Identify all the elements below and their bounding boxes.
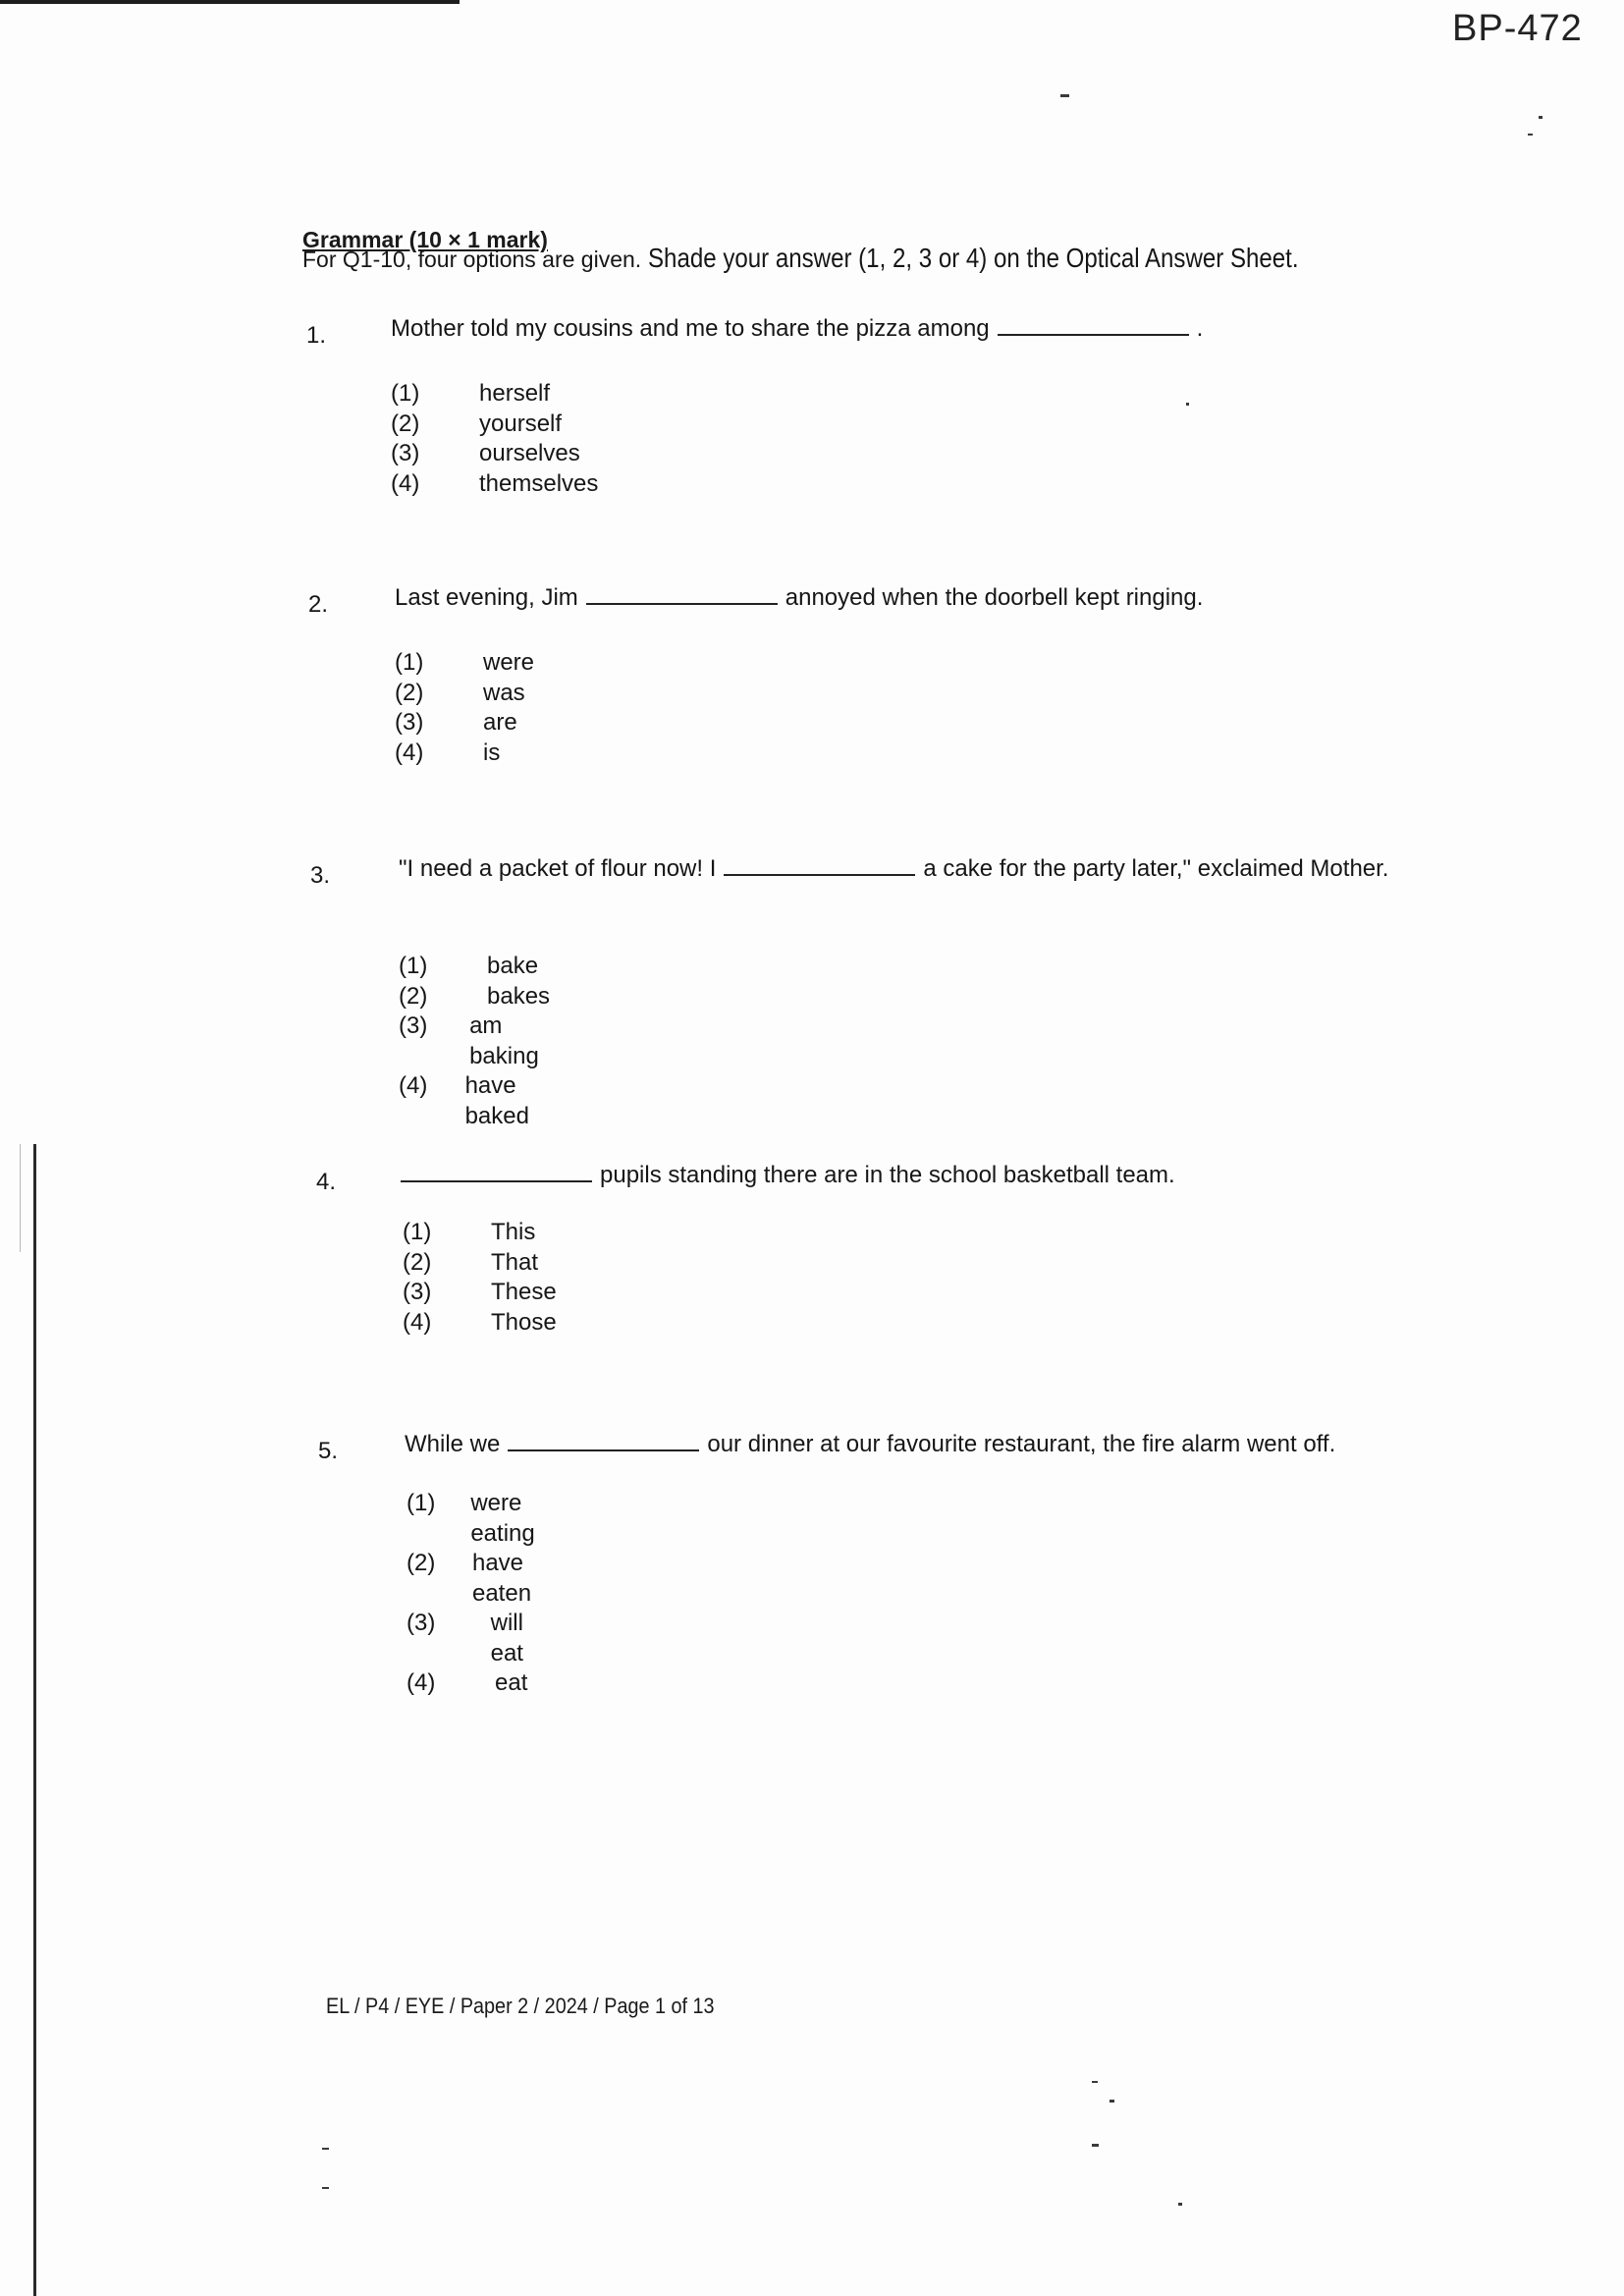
question-stem: [401, 1159, 1175, 1192]
option-text: eat: [495, 1669, 528, 1696]
answer-blank: [998, 314, 1189, 336]
option-text: are: [483, 709, 517, 736]
left-margin-faint-line: [20, 1144, 21, 1252]
option-text: ourselves: [479, 440, 580, 466]
option-number: (4): [403, 1308, 432, 1336]
option-number: (1): [395, 649, 424, 676]
option-2: [395, 679, 534, 709]
option-number: (2): [399, 982, 428, 1010]
option-number: (2): [403, 1248, 432, 1276]
option-number: (4): [399, 1072, 428, 1099]
option-number: (3): [395, 709, 424, 736]
option-3: [399, 1011, 557, 1071]
option-4: [399, 1071, 557, 1131]
option-list: [403, 1218, 557, 1338]
option-number: (2): [395, 679, 424, 706]
option-text: is: [483, 738, 501, 766]
option-2: [406, 1549, 559, 1609]
option-3: [406, 1609, 559, 1668]
option-text: That: [491, 1248, 539, 1276]
paper-code: BP-472: [1452, 8, 1583, 49]
option-4: [403, 1308, 557, 1339]
scan-speck: [322, 2187, 329, 2189]
option-2: [391, 410, 598, 440]
option-2: [403, 1248, 557, 1279]
option-text: Those: [491, 1308, 557, 1336]
option-number: (2): [391, 410, 420, 437]
scan-speck: [1528, 134, 1533, 136]
scan-speck: [1178, 2203, 1182, 2206]
option-text: were eating: [470, 1490, 535, 1547]
scan-speck: [1092, 2144, 1099, 2147]
option-number: (4): [391, 469, 420, 497]
option-number: (3): [399, 1012, 428, 1039]
question-number: 1.: [306, 322, 327, 349]
option-text: These: [491, 1279, 557, 1305]
option-text: have baked: [464, 1072, 529, 1129]
option-number: (1): [391, 380, 420, 407]
question-stem: [391, 312, 1203, 346]
option-number: (3): [403, 1279, 432, 1305]
scan-speck: [1186, 403, 1189, 406]
question-number: 2.: [308, 591, 329, 618]
option-text: herself: [479, 380, 551, 407]
section-instruction: [302, 244, 1432, 274]
page-footer-reference: EL / P4 / EYE / Paper 2 / 2024 / Page 1 of 13: [326, 1994, 715, 2018]
question-stem: [405, 1428, 1335, 1461]
stem-before-blank: Mother told my cousins and me to share the pizza among: [391, 315, 990, 342]
question-stem: [399, 852, 1439, 886]
option-number: (2): [406, 1550, 436, 1576]
option-text: will eat: [490, 1610, 523, 1667]
stem-after-blank: annoyed when the doorbell kept ringing.: [785, 584, 1204, 611]
question-number: 3.: [310, 862, 331, 889]
option-3: [403, 1278, 557, 1308]
option-text: bake: [487, 953, 539, 979]
option-1: [406, 1489, 559, 1549]
option-text: have eaten: [471, 1550, 532, 1607]
stem-before-blank: Last evening, Jim: [395, 584, 578, 611]
option-number: (3): [391, 440, 420, 466]
option-1: [399, 952, 557, 982]
scan-speck: [1539, 116, 1543, 119]
option-list: [395, 648, 534, 768]
answer-blank: [508, 1430, 699, 1451]
stem-after-blank: our dinner at our favourite restaurant, the fire alarm went off.: [707, 1431, 1336, 1457]
stem-before-blank: "I need a packet of flour now! I: [399, 855, 717, 882]
section-title: Grammar (10 × 1 mark): [302, 227, 548, 252]
option-list: [406, 1489, 559, 1699]
stem-after-blank: a cake for the party later," exclaimed Mother.: [923, 855, 1389, 882]
option-4: [391, 469, 598, 500]
option-text: was: [483, 679, 525, 706]
option-3: [395, 708, 534, 738]
option-1: [395, 648, 534, 679]
option-list: [391, 379, 598, 499]
option-number: (4): [406, 1669, 436, 1696]
scan-speck: [1110, 2100, 1114, 2103]
option-number: (3): [406, 1610, 436, 1636]
option-1: [403, 1218, 557, 1248]
top-margin-line: [0, 0, 460, 4]
option-number: (4): [395, 738, 424, 766]
option-2: [399, 982, 557, 1012]
option-number: (1): [403, 1219, 432, 1245]
question-number: 5.: [318, 1438, 339, 1464]
question-number: 4.: [316, 1169, 337, 1195]
option-text: am baking: [469, 1012, 539, 1069]
option-list: [399, 952, 557, 1131]
answer-blank: [586, 583, 778, 605]
stem-after-blank: pupils standing there are in the school basketball team.: [600, 1162, 1175, 1188]
scan-speck: [322, 2148, 329, 2150]
option-4: [406, 1668, 559, 1699]
instruction-rest: Shade your answer (1, 2, 3 or 4) on the Optical Answer Sheet.: [647, 243, 1299, 273]
answer-blank: [724, 854, 915, 876]
stem-after-blank: .: [1196, 315, 1204, 342]
option-3: [391, 439, 598, 469]
question-stem: [395, 581, 1203, 615]
option-4: [395, 738, 534, 769]
option-text: themselves: [479, 469, 599, 497]
option-text: were: [483, 649, 535, 676]
instruction-lead: For Q1-10, four options are given.: [302, 246, 642, 272]
option-text: This: [491, 1219, 536, 1245]
scan-speck: [1060, 94, 1069, 97]
option-1: [391, 379, 598, 410]
stem-before-blank: While we: [405, 1431, 501, 1457]
scan-speck: [1092, 2081, 1098, 2083]
option-text: yourself: [479, 410, 563, 437]
option-number: (1): [399, 953, 428, 979]
answer-blank: [401, 1161, 592, 1182]
option-number: (1): [406, 1490, 436, 1516]
left-margin-line: [33, 1144, 36, 2296]
option-text: bakes: [487, 982, 551, 1010]
